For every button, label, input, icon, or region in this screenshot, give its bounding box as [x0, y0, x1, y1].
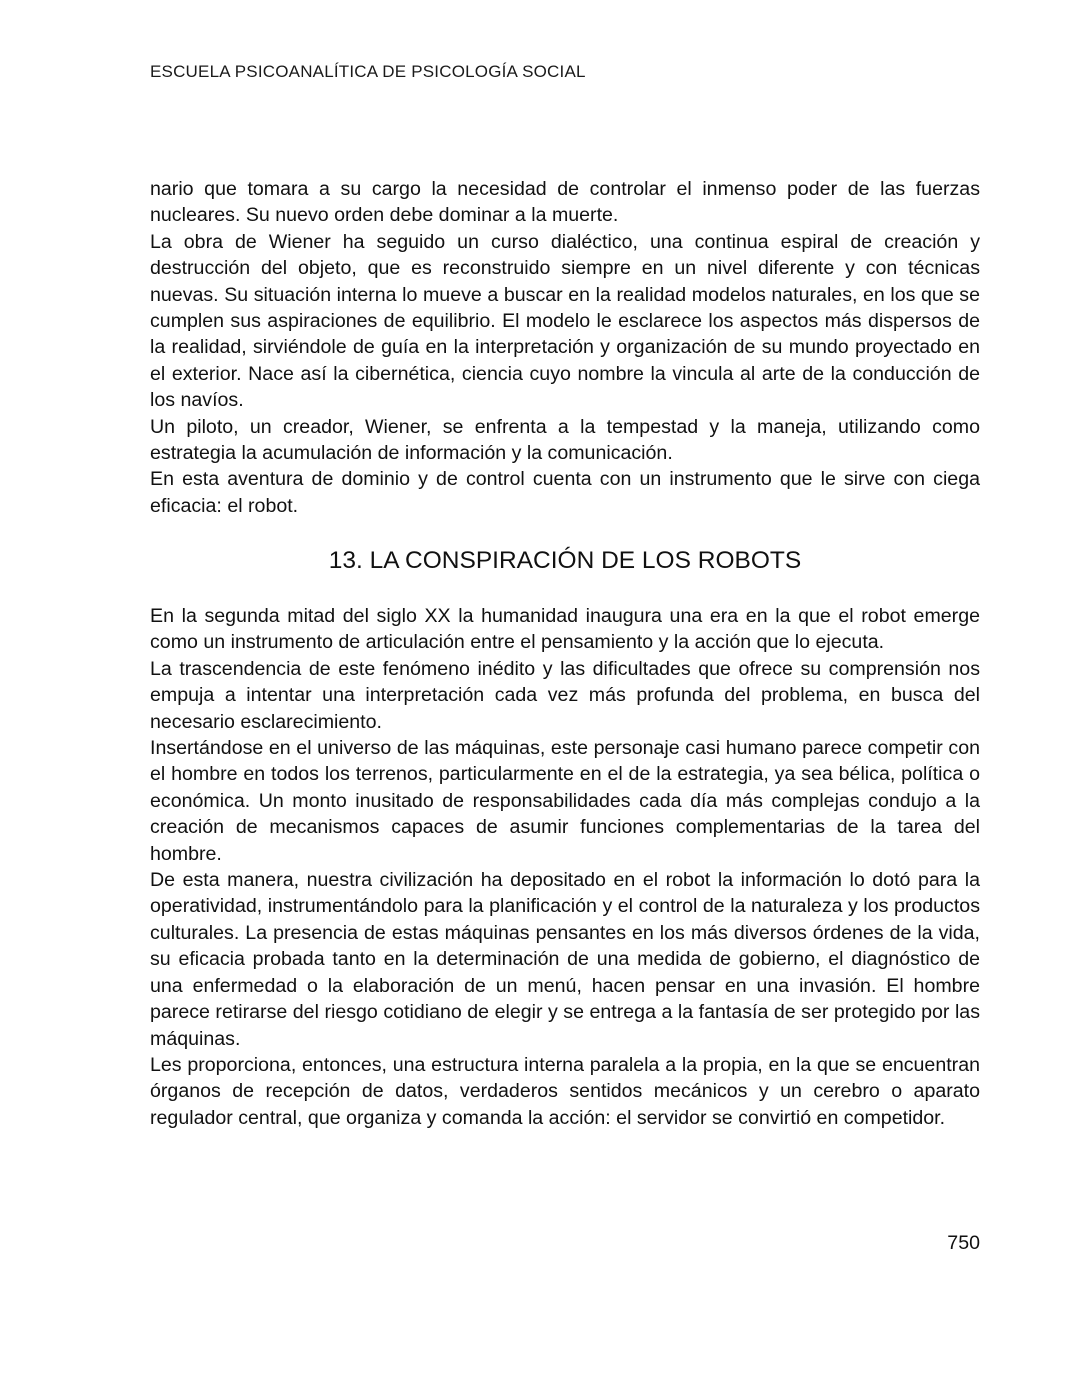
section-text-block [150, 603, 980, 1131]
paragraph: En la segunda mitad del siglo XX la humanidad inaugura una era en la que el robot emerge como un instrumento de articulación entre el pensamiento y la acción que lo ejecuta. [150, 605, 980, 654]
section-heading: 13. LA CONSPIRACIÓN DE LOS ROBOTS [328, 547, 802, 574]
paragraph: Les proporciona, entonces, una estructura interna paralela a la propia, en la que se encuentran órganos de recepción de datos, verdaderos sentidos mecánicos y un cerebro o aparato regulador central, que organiza y comanda la acción: el servidor se convirtió en competidor. [150, 1053, 980, 1129]
paragraph: Insertándose en el universo de las máquinas, este personaje casi humano parece competir con el hombre en todos los terrenos, particularmente en el de la estrategia, ya sea bélica, política o económica. Un monto inusitado de responsabilidades cada día más complejas condujo a la creación de mecanismos capaces de asumir funciones complementarias de la tarea del hombre. [150, 737, 980, 865]
page-number: 750 [947, 1232, 980, 1254]
paragraph: Un piloto, un creador, Wiener, se enfrenta a la tempestad y la maneja, utilizando como estrategia la acumulación de información y la comunicación. [150, 415, 980, 465]
paragraph: La obra de Wiener ha seguido un curso dialéctico, una continua espiral de creación y destrucción del objeto, que es reconstruido siempre en un nivel diferente y con técnicas nuevas. Su situación interna lo mueve a buscar en la realidad modelos naturales, en los que se cumplen sus aspiraciones de equilibrio. El modelo le esclarece los aspectos más dispersos de la realidad, sirviéndole de guía en la interpretación y organización de su mundo proyectado en el exterior. Nace así la cibernética, ciencia cuyo nombre la vincula al arte de la conducción de los navíos. [150, 230, 980, 412]
continued-text-block [150, 176, 980, 519]
running-header: ESCUELA PSICOANALÍTICA DE PSICOLOGÍA SOCIAL [150, 62, 586, 81]
paragraph: nario que tomara a su cargo la necesidad de controlar el inmenso poder de las fuerzas nucleares. Su nuevo orden debe dominar a la muerte. [150, 178, 980, 227]
paragraph: En esta aventura de dominio y de control cuenta con un instrumento que le sirve con ciega eficacia: el robot. [150, 468, 980, 517]
paragraph: De esta manera, nuestra civilización ha depositado en el robot la información lo dotó para la operatividad, instrumentándolo para la planificación y el control de la naturaleza y los productos culturales. La presencia de estas máquinas pensantes en los más diversos órdenes de la vida, su eficacia probada tanto en la determinación de una medida de gobierno, el diagnóstico de una enfermedad o la elaboración de un menú, hacen pensar en una invasión. El hombre parece retirarse del riesgo cotidiano de elegir y se entrega a la fantasía de ser protegido por las máquinas. [150, 869, 980, 1050]
paragraph: La trascendencia de este fenómeno inédito y las dificultades que ofrece su comprensión nos empuja a intentar una interpretación cada vez más profunda del problema, en busca del necesario esclarecimiento. [150, 657, 980, 733]
